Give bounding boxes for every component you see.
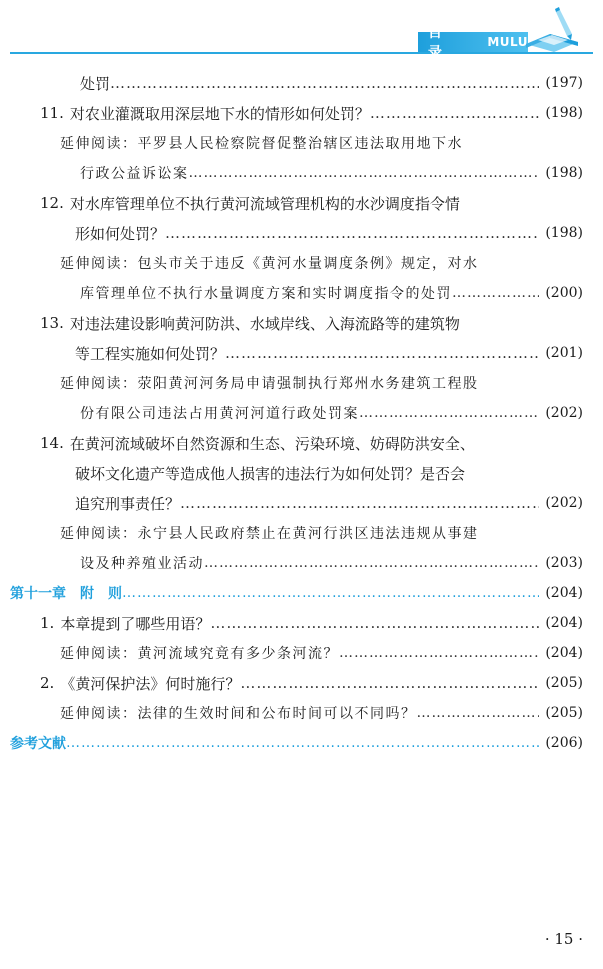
toc-entry bbox=[0, 488, 603, 518]
toc-entry-page: (198) bbox=[545, 165, 583, 181]
toc-entry bbox=[0, 428, 603, 458]
toc-entry-number: 11. bbox=[40, 104, 64, 122]
toc-entry-page: (204) bbox=[545, 645, 583, 661]
toc-entry-title: 等工程实施如何处罚？ bbox=[75, 344, 226, 363]
toc-entry bbox=[0, 68, 603, 98]
dot-leader bbox=[165, 224, 539, 242]
toc-entry-page: (204) bbox=[545, 585, 583, 601]
toc-entry bbox=[0, 548, 603, 578]
toc-entry bbox=[0, 398, 603, 428]
toc-entry-page: (200) bbox=[545, 285, 583, 301]
dot-leader bbox=[204, 555, 539, 571]
toc-entry-page: (205) bbox=[545, 705, 583, 721]
toc-entry bbox=[0, 728, 603, 758]
dot-leader bbox=[210, 614, 539, 632]
toc-entry-page: (204) bbox=[545, 615, 583, 631]
dot-leader bbox=[66, 735, 539, 751]
toc-entry-title: 《黄河保护法》何时施行？ bbox=[60, 674, 241, 693]
book-pen-icon bbox=[520, 4, 584, 54]
toc-entry-title: 延伸阅读：包头市关于违反《黄河水量调度条例》规定，对水 bbox=[60, 256, 479, 272]
toc-entry bbox=[0, 308, 603, 338]
dot-leader bbox=[225, 344, 539, 362]
toc-entry bbox=[0, 458, 603, 488]
section-tab-en: MULU bbox=[487, 35, 528, 49]
toc-entry bbox=[0, 578, 603, 608]
section-tab bbox=[418, 25, 528, 61]
toc-entry-title: 设及种养殖业活动 bbox=[80, 556, 204, 572]
toc-entry-title: 破坏文化遗产等造成他人损害的违法行为如何处罚？是否会 bbox=[75, 464, 466, 483]
toc-entry bbox=[0, 278, 603, 308]
dot-leader bbox=[417, 705, 540, 721]
toc-entry bbox=[0, 698, 603, 728]
toc-entry-title: 对农业灌溉取用深层地下水的情形如何处罚？ bbox=[69, 104, 370, 123]
section-tab-zh: 目 录 bbox=[428, 25, 450, 61]
toc-entry-title: 行政公益诉讼案 bbox=[80, 166, 189, 182]
toc-entry-number: 14. bbox=[40, 434, 64, 452]
toc-entry-title: 延伸阅读：荥阳黄河河务局申请强制执行郑州水务建筑工程股 bbox=[60, 376, 479, 392]
toc-entry-title: 份有限公司违法占用黄河河道行政处罚案 bbox=[80, 406, 359, 422]
toc-entry bbox=[0, 128, 603, 158]
toc-entry-page: (202) bbox=[545, 405, 583, 421]
toc-entry-title: 形如何处罚？ bbox=[75, 224, 166, 243]
toc-entry-title: 参考文献 bbox=[10, 736, 66, 752]
toc-entry-title: 追究刑事责任？ bbox=[75, 494, 181, 513]
toc-entry-page: (198) bbox=[545, 225, 583, 241]
toc-entry-title: 处罚 bbox=[80, 74, 111, 93]
toc-entry-number: 12. bbox=[40, 194, 64, 212]
toc-entry-number: 2. bbox=[40, 674, 55, 692]
toc-entry-title: 第十一章 附 则 bbox=[10, 586, 122, 602]
toc-entry-title: 延伸阅读：平罗县人民检察院督促整治辖区违法取用地下水 bbox=[60, 136, 463, 152]
toc-entry bbox=[0, 338, 603, 368]
toc-entry-title: 延伸阅读：永宁县人民政府禁止在黄河行洪区违法违规从事建 bbox=[60, 526, 479, 542]
toc-entry-page: (201) bbox=[545, 345, 583, 361]
toc-entry-page: (197) bbox=[545, 75, 583, 91]
page-header bbox=[0, 0, 603, 60]
header-rule bbox=[10, 52, 593, 54]
toc-entry-page: (198) bbox=[545, 105, 583, 121]
toc-entry bbox=[0, 638, 603, 668]
toc-entry bbox=[0, 608, 603, 638]
toc-entry-title: 在黄河流域破坏自然资源和生态、污染环境、妨碍防洪安全、 bbox=[69, 434, 475, 453]
toc-entry-number: 13. bbox=[40, 314, 64, 332]
toc-entry-page: (203) bbox=[545, 555, 583, 571]
toc-entry-title: 本章提到了哪些用语？ bbox=[60, 614, 211, 633]
dot-leader bbox=[370, 104, 539, 122]
page-number: · 15 · bbox=[544, 930, 583, 948]
dot-leader bbox=[240, 674, 539, 692]
toc-entry bbox=[0, 668, 603, 698]
dot-leader bbox=[180, 494, 539, 512]
toc-entry-title: 延伸阅读：黄河流域究竟有多少条河流？ bbox=[60, 646, 339, 662]
toc-entry-title: 对水库管理单位不执行黄河流域管理机构的水沙调度指令情 bbox=[69, 194, 460, 213]
dot-leader bbox=[452, 285, 539, 301]
toc-entry bbox=[0, 368, 603, 398]
toc-entry-page: (202) bbox=[545, 495, 583, 511]
toc-entry bbox=[0, 158, 603, 188]
dot-leader bbox=[189, 165, 540, 181]
dot-leader bbox=[359, 405, 539, 421]
toc-entry bbox=[0, 518, 603, 548]
toc-entry-title: 延伸阅读：法律的生效时间和公布时间可以不同吗？ bbox=[60, 706, 417, 722]
dot-leader bbox=[122, 585, 539, 601]
toc-entry bbox=[0, 188, 603, 218]
toc-entry-number: 1. bbox=[40, 614, 55, 632]
toc-entry-title: 库管理单位不执行水量调度方案和实时调度指令的处罚 bbox=[80, 286, 452, 302]
dot-leader bbox=[339, 645, 539, 661]
toc-entry-page: (206) bbox=[545, 735, 583, 751]
toc-entry-page: (205) bbox=[545, 675, 583, 691]
toc-entry bbox=[0, 218, 603, 248]
toc-entry bbox=[0, 98, 603, 128]
toc-entry bbox=[0, 248, 603, 278]
dot-leader bbox=[110, 74, 539, 92]
toc-entry-title: 对违法建设影响黄河防洪、水域岸线、入海流路等的建筑物 bbox=[69, 314, 460, 333]
